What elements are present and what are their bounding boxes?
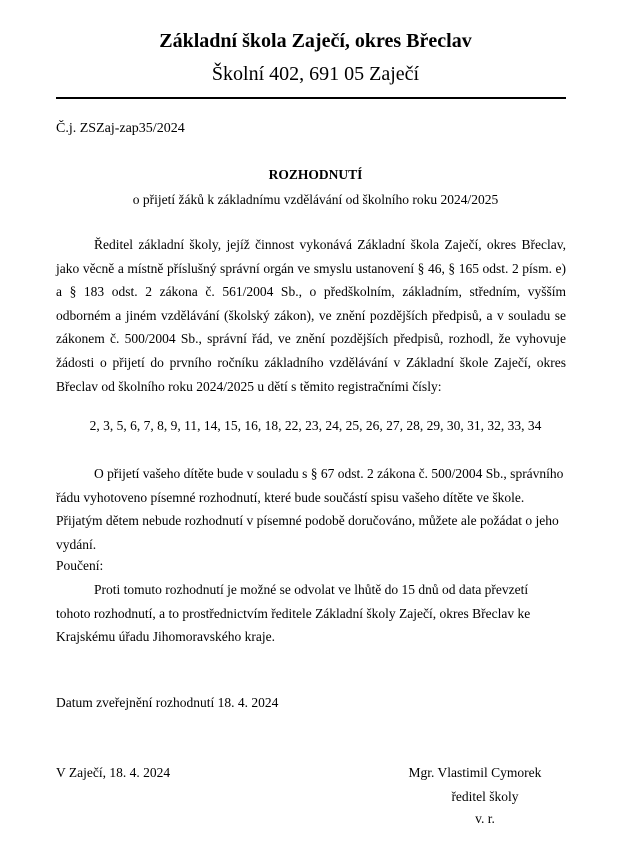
school-name: Základní škola Zaječí, okres Břeclav (159, 30, 472, 52)
document-subtitle: o přijetí žáků k základnímu vzdělávání od školního roku 2024/2025 (132, 192, 499, 207)
signatory-role: ředitel školy (451, 789, 519, 804)
decision-paragraph: Ředitel základní školy, jejíž činnost vykonává Základní škola Zaječí, okres Břeclav, jako věcně a místně příslušný správní orgán ve smyslu ustanovení § 46, § 165 odst. 2 písm. e) a § 183 odst. 2 zákona č. 561/2004 Sb., o předškolním, základním, středním, vyšším odborném a jiném vzdělávání (školský zákon), ve znění pozdějších předpisů, a v souladu se zákonem č. 500/2004 Sb., správní řád, ve znění pozdějších předpisů, rozhodl, že vyhovuje žádosti o přijetí do prvního ročníku základního vzdělávání v Základní škole Zaječí, okres Břeclav od školního roku 2024/2025 u dětí s těmito registračními čísly: (56, 237, 566, 394)
publication-date: Datum zveřejnění rozhodnutí 18. 4. 2024 (56, 695, 279, 710)
written-decision-paragraph: O přijetí vašeho dítěte bude v souladu s § 67 odst. 2 zákona č. 500/2004 Sb., správního řádu vyhotoveno písemné rozhodnutí, které bude součástí spisu vašeho dítěte ve škole. Přijatým dětem nebude rozhodnutí v písemné podobě doručováno, můžete ale požádat o jeho vydání. (56, 466, 564, 552)
appeal-paragraph: Proti tomuto rozhodnutí je možné se odvolat ve lhůtě do 15 dnů od data převzetí tohoto rozhodnutí, a to prostřednictvím ředitele Základní školy Zaječí, okres Břeclav ke Krajskému úřadu Jihomoravského kraje. (56, 582, 531, 645)
signature-note: v. r. (475, 811, 495, 826)
document-title: ROZHODNUTÍ (268, 167, 363, 182)
header-divider (56, 97, 566, 99)
signatory-name: Mgr. Vlastimil Cymorek (408, 765, 542, 780)
reference-number: Č.j. ZSZaj-zap35/2024 (56, 121, 185, 136)
school-address: Školní 402, 691 05 Zaječí (211, 63, 420, 85)
place-and-date: V Zaječí, 18. 4. 2024 (56, 765, 171, 780)
registration-numbers: 2, 3, 5, 6, 7, 8, 9, 11, 14, 15, 16, 18, 22, 23, 24, 25, 26, 27, 28, 29, 30, 31, 32, 33, 34 (89, 418, 542, 433)
notice-label: Poučení: (56, 558, 104, 573)
